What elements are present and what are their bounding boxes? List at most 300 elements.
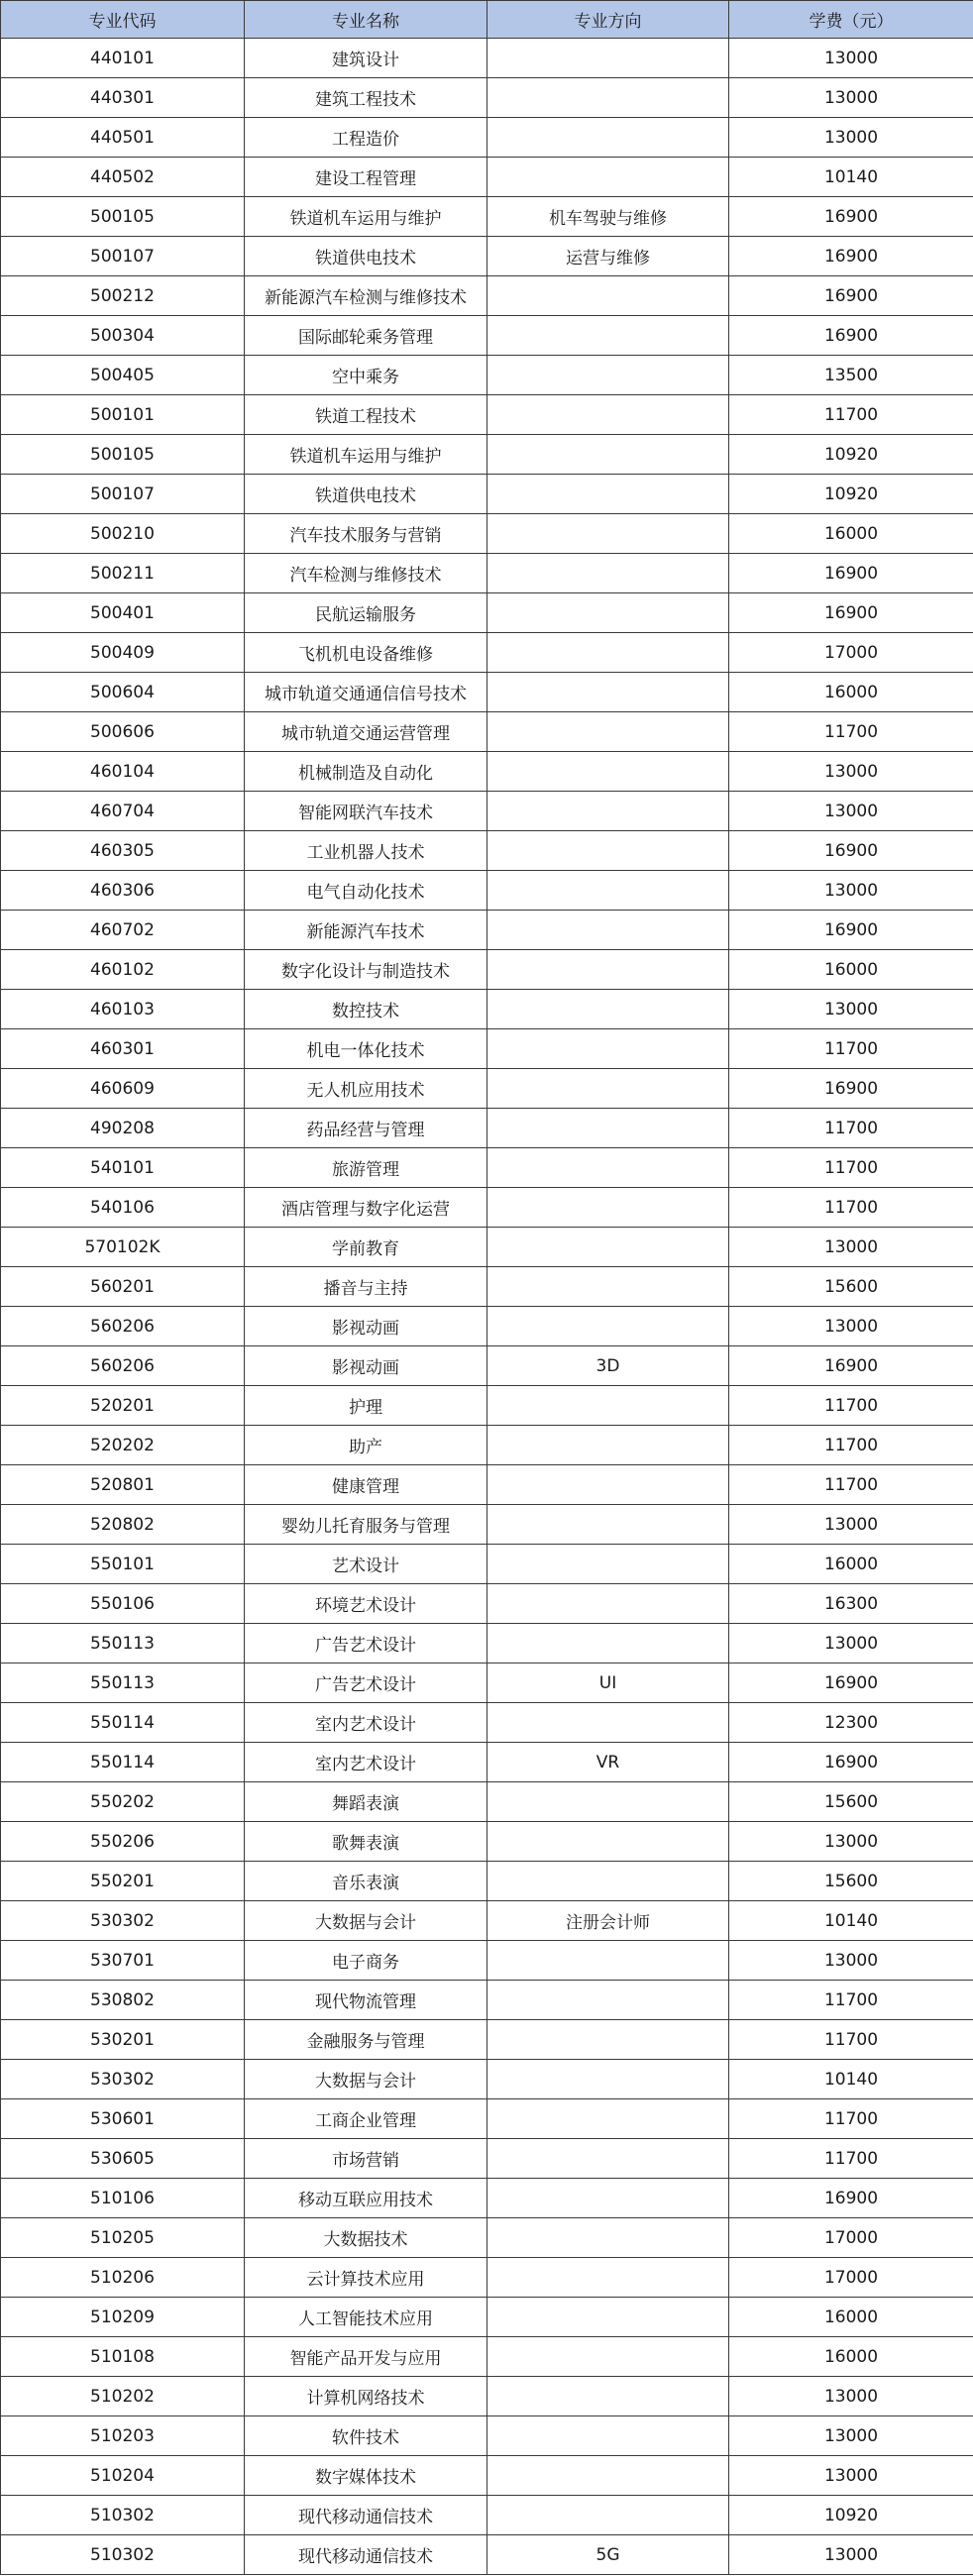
tuition-cell: 15600 <box>729 1782 973 1822</box>
major-code-cell: 520801 <box>1 1465 245 1505</box>
major-name-cell: 室内艺术设计 <box>245 1743 487 1782</box>
table-row <box>1 2099 973 2139</box>
major-name-cell: 民航运输服务 <box>245 593 487 633</box>
major-code-cell: 460609 <box>1 1069 245 1109</box>
major-direction-cell <box>487 1862 729 1901</box>
major-name-cell: 新能源汽车技术 <box>245 911 487 950</box>
major-name-cell: 电子商务 <box>245 1941 487 1981</box>
major-direction-cell <box>487 1029 729 1069</box>
major-direction-cell <box>487 2218 729 2258</box>
major-direction-cell <box>487 911 729 950</box>
tuition-cell: 16900 <box>729 1069 973 1109</box>
major-direction-cell <box>487 1228 729 1267</box>
major-code-cell: 520202 <box>1 1426 245 1465</box>
major-code-cell: 530802 <box>1 1981 245 2020</box>
major-name-cell: 现代移动通信技术 <box>245 2496 487 2535</box>
major-code-cell: 560201 <box>1 1267 245 1307</box>
major-name-cell: 新能源汽车检测与维修技术 <box>245 276 487 316</box>
table-row <box>1 1901 973 1941</box>
major-direction-cell <box>487 2377 729 2416</box>
table-row <box>1 633 973 673</box>
tuition-cell: 11700 <box>729 1386 973 1426</box>
tuition-cell: 10140 <box>729 158 973 197</box>
major-name-cell: 软件技术 <box>245 2416 487 2456</box>
major-name-cell: 现代物流管理 <box>245 1981 487 2020</box>
major-code-cell: 550101 <box>1 1545 245 1584</box>
major-direction-cell <box>487 1465 729 1505</box>
major-code-cell: 550114 <box>1 1703 245 1743</box>
major-code-cell: 570102K <box>1 1228 245 1267</box>
header-code: 专业代码 <box>1 1 245 39</box>
major-direction-cell: 运营与维修 <box>487 237 729 276</box>
major-name-cell: 艺术设计 <box>245 1545 487 1584</box>
tuition-cell: 16000 <box>729 2298 973 2337</box>
major-direction-cell <box>487 316 729 356</box>
major-direction-cell <box>487 990 729 1029</box>
major-code-cell: 550113 <box>1 1664 245 1703</box>
major-name-cell: 播音与主持 <box>245 1267 487 1307</box>
major-direction-cell: 机车驾驶与维修 <box>487 197 729 237</box>
tuition-cell: 11700 <box>729 1426 973 1465</box>
major-direction-cell <box>487 1782 729 1822</box>
tuition-cell: 13500 <box>729 356 973 395</box>
table-row <box>1 2456 973 2496</box>
major-direction-cell <box>487 593 729 633</box>
tuition-cell: 10140 <box>729 1901 973 1941</box>
tuition-cell: 10920 <box>729 475 973 514</box>
major-name-cell: 广告艺术设计 <box>245 1664 487 1703</box>
table-row <box>1 1228 973 1267</box>
major-code-cell: 550113 <box>1 1624 245 1664</box>
major-name-cell: 市场营销 <box>245 2139 487 2179</box>
major-name-cell: 助产 <box>245 1426 487 1465</box>
table-row <box>1 792 973 831</box>
major-name-cell: 人工智能技术应用 <box>245 2298 487 2337</box>
tuition-cell: 12300 <box>729 1703 973 1743</box>
major-direction-cell <box>487 1267 729 1307</box>
table-row <box>1 514 973 554</box>
tuition-cell: 13000 <box>729 871 973 911</box>
major-code-cell: 540106 <box>1 1188 245 1228</box>
tuition-cell: 11700 <box>729 395 973 435</box>
table-row <box>1 118 973 158</box>
major-direction-cell: 注册会计师 <box>487 1901 729 1941</box>
major-name-cell: 数控技术 <box>245 990 487 1029</box>
major-code-cell: 530701 <box>1 1941 245 1981</box>
tuition-cell: 15600 <box>729 1267 973 1307</box>
major-code-cell: 560206 <box>1 1346 245 1386</box>
table-row <box>1 2179 973 2218</box>
major-code-cell: 440501 <box>1 118 245 158</box>
major-code-cell: 500409 <box>1 633 245 673</box>
major-code-cell: 500304 <box>1 316 245 356</box>
major-code-cell: 460306 <box>1 871 245 911</box>
major-code-cell: 460103 <box>1 990 245 1029</box>
major-direction-cell: UI <box>487 1664 729 1703</box>
tuition-cell: 13000 <box>729 2377 973 2416</box>
major-direction-cell <box>487 435 729 475</box>
major-direction-cell <box>487 1624 729 1664</box>
table-row <box>1 1307 973 1346</box>
major-name-cell: 音乐表演 <box>245 1862 487 1901</box>
tuition-cell: 13000 <box>729 1307 973 1346</box>
tuition-cell: 16000 <box>729 1545 973 1584</box>
table-row <box>1 1981 973 2020</box>
major-name-cell: 电气自动化技术 <box>245 871 487 911</box>
tuition-cell: 10920 <box>729 435 973 475</box>
table-row <box>1 673 973 712</box>
table-row <box>1 395 973 435</box>
major-name-cell: 工商企业管理 <box>245 2099 487 2139</box>
major-code-cell: 550202 <box>1 1782 245 1822</box>
table-row <box>1 1148 973 1188</box>
major-name-cell: 汽车技术服务与营销 <box>245 514 487 554</box>
major-code-cell: 550114 <box>1 1743 245 1782</box>
tuition-cell: 16900 <box>729 197 973 237</box>
major-name-cell: 现代移动通信技术 <box>245 2535 487 2575</box>
major-code-cell: 460102 <box>1 950 245 990</box>
major-name-cell: 歌舞表演 <box>245 1822 487 1862</box>
major-direction-cell <box>487 1981 729 2020</box>
major-name-cell: 机械制造及自动化 <box>245 752 487 792</box>
table-row <box>1 2218 973 2258</box>
tuition-cell: 13000 <box>729 1505 973 1545</box>
major-code-cell: 510205 <box>1 2218 245 2258</box>
tuition-cell: 13000 <box>729 118 973 158</box>
table-row <box>1 1267 973 1307</box>
major-direction-cell <box>487 1426 729 1465</box>
table-row <box>1 1426 973 1465</box>
major-name-cell: 婴幼儿托育服务与管理 <box>245 1505 487 1545</box>
table-row <box>1 2496 973 2535</box>
major-direction-cell <box>487 831 729 871</box>
table-row <box>1 1941 973 1981</box>
major-code-cell: 460704 <box>1 792 245 831</box>
major-name-cell: 计算机网络技术 <box>245 2377 487 2416</box>
table-row <box>1 1743 973 1782</box>
table-row <box>1 593 973 633</box>
major-direction-cell <box>487 39 729 78</box>
tuition-cell: 11700 <box>729 1029 973 1069</box>
table-row <box>1 39 973 78</box>
major-direction-cell <box>487 1188 729 1228</box>
tuition-cell: 11700 <box>729 1465 973 1505</box>
major-direction-cell <box>487 950 729 990</box>
table-row <box>1 1584 973 1624</box>
table-row <box>1 990 973 1029</box>
major-direction-cell <box>487 475 729 514</box>
major-direction-cell <box>487 792 729 831</box>
major-code-cell: 500210 <box>1 514 245 554</box>
major-name-cell: 智能产品开发与应用 <box>245 2337 487 2377</box>
tuition-cell: 13000 <box>729 990 973 1029</box>
tuition-cell: 16900 <box>729 1664 973 1703</box>
header-row <box>1 1 973 39</box>
tuition-cell: 16900 <box>729 593 973 633</box>
table-row <box>1 1862 973 1901</box>
table-row <box>1 1465 973 1505</box>
major-name-cell: 移动互联应用技术 <box>245 2179 487 2218</box>
major-name-cell: 无人机应用技术 <box>245 1069 487 1109</box>
major-direction-cell <box>487 1307 729 1346</box>
major-direction-cell <box>487 1109 729 1148</box>
tuition-cell: 11700 <box>729 2139 973 2179</box>
major-name-cell: 智能网联汽车技术 <box>245 792 487 831</box>
major-code-cell: 500105 <box>1 197 245 237</box>
major-name-cell: 旅游管理 <box>245 1148 487 1188</box>
header-name: 专业名称 <box>245 1 487 39</box>
major-code-cell: 550201 <box>1 1862 245 1901</box>
table-row <box>1 1346 973 1386</box>
table-row <box>1 2060 973 2099</box>
tuition-cell: 16000 <box>729 673 973 712</box>
major-direction-cell <box>487 356 729 395</box>
major-code-cell: 510203 <box>1 2416 245 2456</box>
table-row <box>1 831 973 871</box>
tuition-cell: 11700 <box>729 712 973 752</box>
table-row <box>1 2020 973 2060</box>
major-direction-cell <box>487 1822 729 1862</box>
tuition-cell: 16900 <box>729 2179 973 2218</box>
tuition-cell: 16900 <box>729 1743 973 1782</box>
table-row <box>1 1822 973 1862</box>
major-direction-cell <box>487 673 729 712</box>
tuition-cell: 16300 <box>729 1584 973 1624</box>
tuition-cell: 11700 <box>729 1148 973 1188</box>
tuition-cell: 17000 <box>729 2258 973 2298</box>
major-code-cell: 500606 <box>1 712 245 752</box>
major-name-cell: 工业机器人技术 <box>245 831 487 871</box>
tuition-cell: 13000 <box>729 2535 973 2575</box>
major-name-cell: 影视动画 <box>245 1307 487 1346</box>
major-name-cell: 铁道供电技术 <box>245 237 487 276</box>
major-direction-cell <box>487 1545 729 1584</box>
table-row <box>1 1782 973 1822</box>
major-name-cell: 大数据技术 <box>245 2218 487 2258</box>
tuition-cell: 13000 <box>729 752 973 792</box>
tuition-cell: 16000 <box>729 950 973 990</box>
major-code-cell: 510106 <box>1 2179 245 2218</box>
major-direction-cell <box>487 633 729 673</box>
major-name-cell: 护理 <box>245 1386 487 1426</box>
major-code-cell: 510108 <box>1 2337 245 2377</box>
major-name-cell: 酒店管理与数字化运营 <box>245 1188 487 1228</box>
major-direction-cell <box>487 2020 729 2060</box>
table-row <box>1 1386 973 1426</box>
major-direction-cell <box>487 78 729 118</box>
table-row <box>1 2377 973 2416</box>
major-direction-cell <box>487 514 729 554</box>
major-code-cell: 500211 <box>1 554 245 593</box>
tuition-cell: 13000 <box>729 1822 973 1862</box>
major-code-cell: 550206 <box>1 1822 245 1862</box>
table-row <box>1 1545 973 1584</box>
major-direction-cell <box>487 118 729 158</box>
table-row <box>1 911 973 950</box>
table-row <box>1 1505 973 1545</box>
table-body <box>1 39 973 2575</box>
tuition-cell: 13000 <box>729 39 973 78</box>
table-header <box>1 1 973 39</box>
major-code-cell: 510206 <box>1 2258 245 2298</box>
table-row <box>1 2298 973 2337</box>
major-code-cell: 490208 <box>1 1109 245 1148</box>
major-direction-cell <box>487 1584 729 1624</box>
table-row <box>1 78 973 118</box>
major-code-cell: 530601 <box>1 2099 245 2139</box>
major-name-cell: 城市轨道交通通信信号技术 <box>245 673 487 712</box>
major-direction-cell <box>487 1069 729 1109</box>
major-name-cell: 环境艺术设计 <box>245 1584 487 1624</box>
tuition-cell: 13000 <box>729 2416 973 2456</box>
major-code-cell: 440301 <box>1 78 245 118</box>
table-row <box>1 197 973 237</box>
major-code-cell: 510202 <box>1 2377 245 2416</box>
tuition-cell: 11700 <box>729 1109 973 1148</box>
major-direction-cell <box>487 276 729 316</box>
table-row <box>1 316 973 356</box>
major-direction-cell <box>487 1703 729 1743</box>
tuition-cell: 16000 <box>729 514 973 554</box>
major-direction-cell: 5G <box>487 2535 729 2575</box>
table-row <box>1 276 973 316</box>
major-name-cell: 建筑工程技术 <box>245 78 487 118</box>
major-code-cell: 440502 <box>1 158 245 197</box>
tuition-cell: 16900 <box>729 911 973 950</box>
tuition-cell: 16900 <box>729 831 973 871</box>
major-name-cell: 国际邮轮乘务管理 <box>245 316 487 356</box>
major-code-cell: 500107 <box>1 475 245 514</box>
major-name-cell: 铁道机车运用与维护 <box>245 435 487 475</box>
major-direction-cell <box>487 395 729 435</box>
table-row <box>1 2416 973 2456</box>
tuition-cell: 11700 <box>729 2020 973 2060</box>
tuition-cell: 17000 <box>729 633 973 673</box>
tuition-cell: 10140 <box>729 2060 973 2099</box>
table-row <box>1 1664 973 1703</box>
major-code-cell: 500212 <box>1 276 245 316</box>
table-row <box>1 2535 973 2575</box>
major-code-cell: 560206 <box>1 1307 245 1346</box>
major-code-cell: 530605 <box>1 2139 245 2179</box>
major-name-cell: 舞蹈表演 <box>245 1782 487 1822</box>
tuition-cell: 13000 <box>729 1941 973 1981</box>
major-code-cell: 500107 <box>1 237 245 276</box>
tuition-cell: 16900 <box>729 237 973 276</box>
major-code-cell: 550106 <box>1 1584 245 1624</box>
header-tuition: 学费（元） <box>729 1 973 39</box>
major-name-cell: 城市轨道交通运营管理 <box>245 712 487 752</box>
table-row <box>1 1029 973 1069</box>
tuition-cell: 16000 <box>729 2337 973 2377</box>
major-name-cell: 金融服务与管理 <box>245 2020 487 2060</box>
tuition-cell: 16900 <box>729 276 973 316</box>
major-name-cell: 飞机机电设备维修 <box>245 633 487 673</box>
major-code-cell: 500105 <box>1 435 245 475</box>
major-direction-cell <box>487 158 729 197</box>
table-row <box>1 1703 973 1743</box>
major-direction-cell <box>487 2179 729 2218</box>
major-direction-cell: VR <box>487 1743 729 1782</box>
header-direction: 专业方向 <box>487 1 729 39</box>
major-name-cell: 汽车检测与维修技术 <box>245 554 487 593</box>
tuition-cell: 16900 <box>729 316 973 356</box>
table-row <box>1 1069 973 1109</box>
tuition-cell: 16900 <box>729 554 973 593</box>
major-name-cell: 药品经营与管理 <box>245 1109 487 1148</box>
table-row <box>1 475 973 514</box>
table-row <box>1 2337 973 2377</box>
major-direction-cell <box>487 2298 729 2337</box>
major-code-cell: 460301 <box>1 1029 245 1069</box>
table-row <box>1 2139 973 2179</box>
major-code-cell: 440101 <box>1 39 245 78</box>
major-direction-cell <box>487 2416 729 2456</box>
tuition-cell: 10920 <box>729 2496 973 2535</box>
major-code-cell: 510302 <box>1 2496 245 2535</box>
major-direction-cell <box>487 2496 729 2535</box>
table-row <box>1 356 973 395</box>
major-code-cell: 460702 <box>1 911 245 950</box>
major-name-cell: 机电一体化技术 <box>245 1029 487 1069</box>
major-name-cell: 室内艺术设计 <box>245 1703 487 1743</box>
tuition-cell: 17000 <box>729 2218 973 2258</box>
major-name-cell: 大数据与会计 <box>245 1901 487 1941</box>
table-row <box>1 2258 973 2298</box>
table-row <box>1 1188 973 1228</box>
major-code-cell: 530302 <box>1 1901 245 1941</box>
major-code-cell: 500401 <box>1 593 245 633</box>
major-direction-cell <box>487 2060 729 2099</box>
major-direction-cell <box>487 712 729 752</box>
major-name-cell: 云计算技术应用 <box>245 2258 487 2298</box>
major-code-cell: 460104 <box>1 752 245 792</box>
table-row <box>1 554 973 593</box>
tuition-cell: 13000 <box>729 1228 973 1267</box>
table-row <box>1 237 973 276</box>
major-name-cell: 数字化设计与制造技术 <box>245 950 487 990</box>
tuition-cell: 11700 <box>729 1981 973 2020</box>
major-direction-cell: 3D <box>487 1346 729 1386</box>
major-direction-cell <box>487 2337 729 2377</box>
major-direction-cell <box>487 1941 729 1981</box>
major-name-cell: 铁道工程技术 <box>245 395 487 435</box>
major-name-cell: 大数据与会计 <box>245 2060 487 2099</box>
table-row <box>1 871 973 911</box>
tuition-cell: 15600 <box>729 1862 973 1901</box>
table-row <box>1 1109 973 1148</box>
major-code-cell: 510302 <box>1 2535 245 2575</box>
major-direction-cell <box>487 2139 729 2179</box>
major-direction-cell <box>487 2456 729 2496</box>
major-direction-cell <box>487 1386 729 1426</box>
tuition-cell: 16900 <box>729 1346 973 1386</box>
table-row <box>1 158 973 197</box>
major-name-cell: 健康管理 <box>245 1465 487 1505</box>
major-name-cell: 空中乘务 <box>245 356 487 395</box>
table-row <box>1 1624 973 1664</box>
major-direction-cell <box>487 2099 729 2139</box>
major-direction-cell <box>487 554 729 593</box>
major-direction-cell <box>487 1505 729 1545</box>
tuition-cell: 13000 <box>729 792 973 831</box>
major-direction-cell <box>487 1148 729 1188</box>
major-direction-cell <box>487 871 729 911</box>
tuition-cell: 11700 <box>729 2099 973 2139</box>
major-direction-cell <box>487 752 729 792</box>
major-code-cell: 510204 <box>1 2456 245 2496</box>
table-row <box>1 950 973 990</box>
